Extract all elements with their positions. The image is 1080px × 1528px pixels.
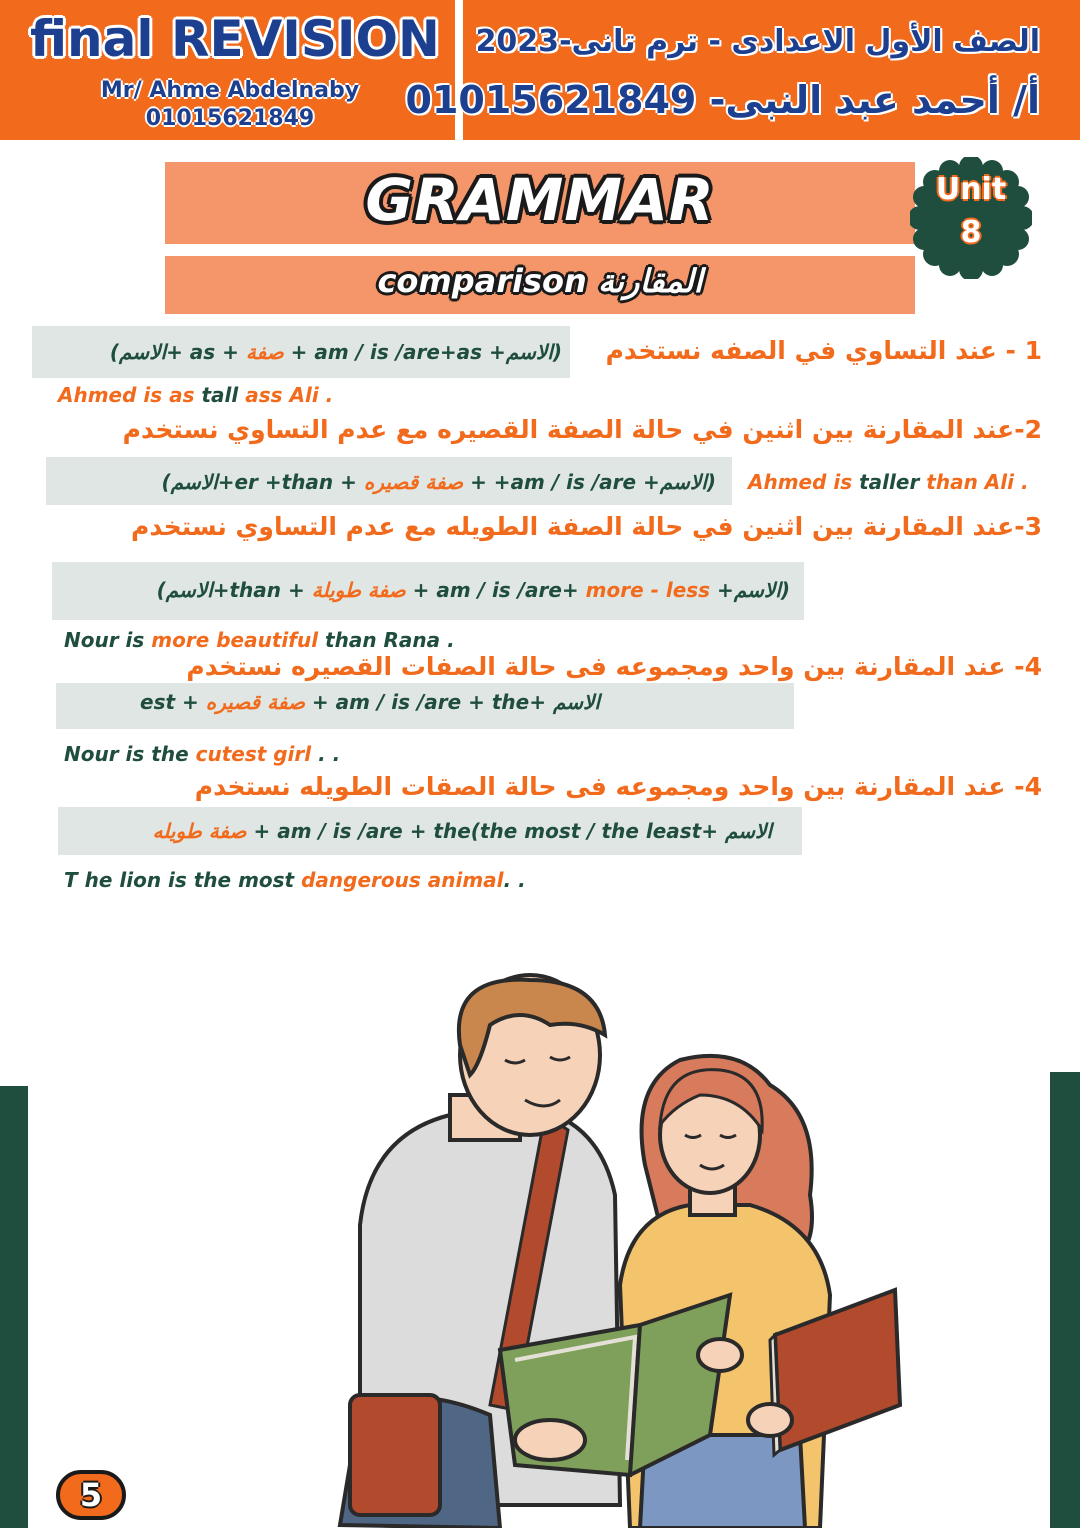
unit-number: 8 bbox=[960, 215, 982, 250]
formula-segment: صفة bbox=[245, 340, 284, 364]
example-segment: ass Ali . bbox=[245, 383, 334, 407]
rule-heading-4: 4- عند المقارنة بين واحد ومجموعه فى حالة الصفات القصيره نستخدم bbox=[186, 652, 1042, 681]
header-bottom-line bbox=[0, 140, 1080, 144]
formula-5 bbox=[66, 819, 772, 843]
example-segment: . . bbox=[311, 742, 341, 766]
formula-segment: + est bbox=[140, 690, 206, 714]
formula-segment: + bbox=[405, 578, 437, 602]
brand-title: final REVISION bbox=[30, 10, 440, 68]
formula-2 bbox=[56, 470, 716, 494]
formula-segment: more - less bbox=[585, 578, 711, 602]
example-segment: taller bbox=[859, 470, 927, 494]
page-number: 5 bbox=[56, 1470, 126, 1520]
example-segment: dangerous animal bbox=[301, 868, 504, 892]
formula-segment: + er +than+الاسم) bbox=[161, 470, 364, 494]
example-segment: Ahmed is as bbox=[58, 383, 202, 407]
students-reading-illustration bbox=[300, 965, 920, 1528]
page-title: GRAMMAR bbox=[365, 166, 715, 234]
example-segment: . . bbox=[503, 868, 526, 892]
formula-segment: (الاسم+ am / is /are+as + bbox=[283, 340, 562, 364]
formula-segment: صفة طويلة bbox=[311, 578, 406, 602]
example-segment: tall bbox=[201, 383, 246, 407]
example-5 bbox=[64, 868, 526, 892]
grade-term-ar: الصف الأول الاعدادى - ترم تانى-2023 bbox=[475, 24, 1040, 59]
formula-segment: صفة قصيره bbox=[363, 470, 464, 494]
formula-segment: + as +الاسم) bbox=[109, 340, 246, 364]
example-segment: T he lion is the most bbox=[64, 868, 302, 892]
example-segment: Nour is bbox=[64, 628, 152, 652]
rule-heading-3: 3-عند المقارنة بين اثنين في حالة الصفة الطويله مع عدم التساوي نستخدم bbox=[131, 512, 1042, 541]
phone-en: 01015621849 bbox=[145, 106, 315, 131]
example-segment: than Rana . bbox=[325, 628, 455, 652]
example-1 bbox=[58, 383, 333, 407]
formula-3 bbox=[62, 578, 790, 602]
formula-segment: (الاسم+ am / is /are+ bbox=[436, 578, 790, 602]
formula-segment: الاسم +am / is /are + the(the most / the least + bbox=[246, 819, 772, 843]
example-3 bbox=[64, 628, 455, 652]
formula-segment: صفة طويله bbox=[152, 819, 247, 843]
example-segment: cutest girl bbox=[195, 742, 312, 766]
formula-segment: + than+الاسم) bbox=[156, 578, 312, 602]
rule-heading-5: 4- عند المقارنة بين واحد ومجموعه فى حالة الصقات الطويله نستخدم bbox=[194, 772, 1042, 801]
teacher-name-en: Mr/ Ahme Abdelnaby bbox=[100, 78, 360, 103]
green-side-panel-left bbox=[0, 1086, 28, 1528]
example-segment: Ahmed is bbox=[748, 470, 860, 494]
formula-segment: صفة قصيره bbox=[205, 690, 305, 714]
green-side-panel-right bbox=[1050, 1072, 1080, 1528]
teacher-name-ar: أ/ أحمد عبد النبى- 01015621849 bbox=[405, 78, 1040, 122]
formula-4 bbox=[64, 690, 600, 714]
formula-segment: الاسم +am / is /are + the + bbox=[304, 690, 600, 714]
rule-heading-1: 1 - عند التساوي في الصفه نستخدم bbox=[605, 336, 1042, 365]
page-subtitle: comparison المقارنة bbox=[377, 262, 703, 300]
formula-1 bbox=[42, 340, 562, 364]
example-2 bbox=[748, 470, 1029, 494]
rule-heading-2: 2-عند المقارنة بين اثنين في حالة الصفة القصيره مع عدم التساوي نستخدم bbox=[122, 415, 1042, 444]
example-segment: more beautiful bbox=[151, 628, 326, 652]
example-segment: than Ali . bbox=[926, 470, 1029, 494]
example-segment: Nour is the bbox=[64, 742, 196, 766]
formula-segment: (الاسم+ am / is /are+ + bbox=[463, 470, 716, 494]
unit-label: Unit bbox=[935, 172, 1007, 207]
example-4 bbox=[64, 742, 340, 766]
